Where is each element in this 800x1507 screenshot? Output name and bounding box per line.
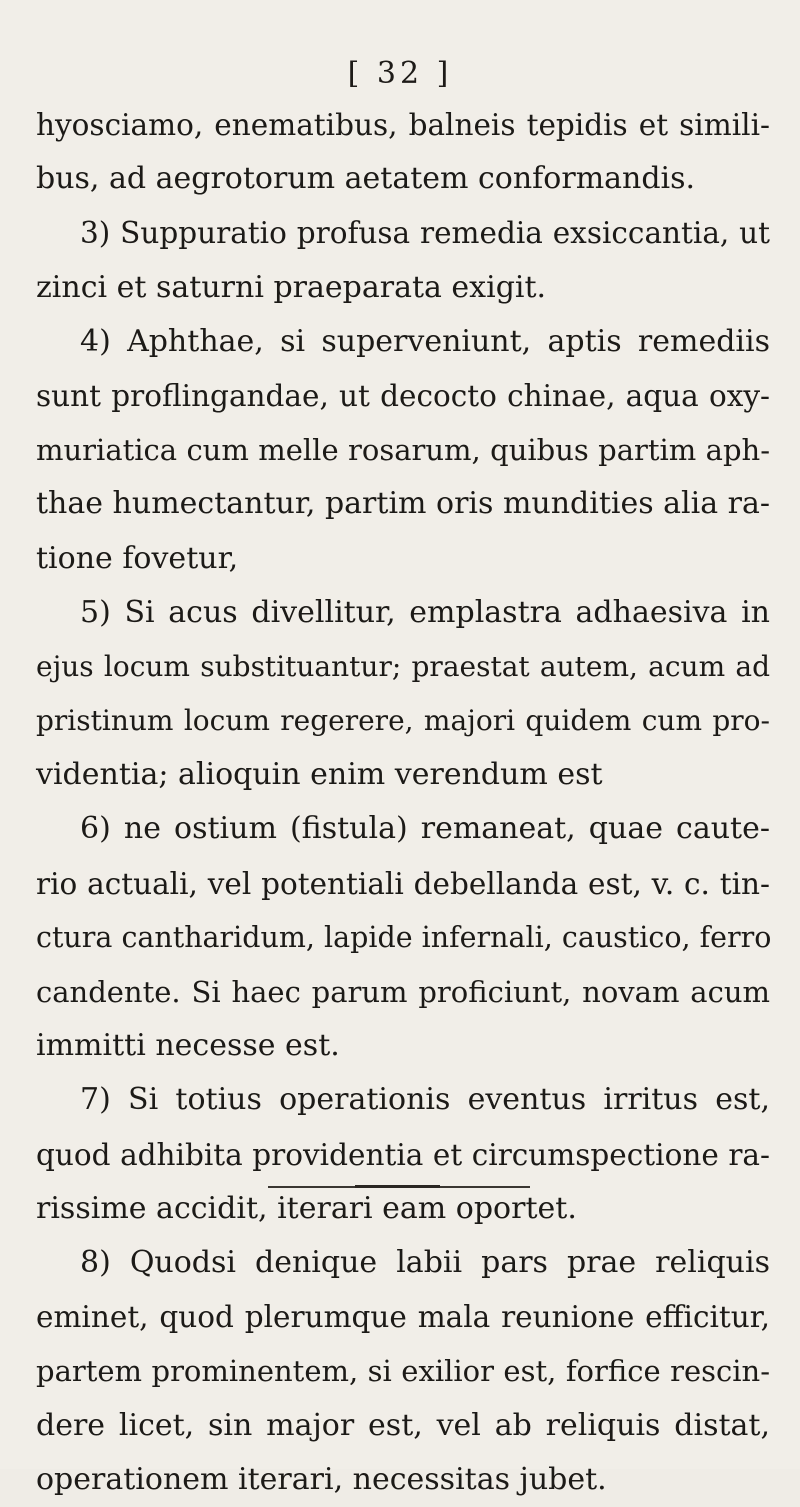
- text-line: candente. Si haec parum proficiunt, novam acum: [36, 975, 770, 1009]
- text-line: muriatica cum melle rosarum, quibus partim aph-: [36, 433, 770, 468]
- text-line: rissime accidit, iterari eam oportet.: [36, 1190, 577, 1226]
- end-rule-accent: [355, 1185, 440, 1188]
- text-line: tione fovetur,: [36, 540, 239, 576]
- text-line: 7) Si totius operationis eventus irritus est,: [80, 1082, 770, 1118]
- text-line: sunt proflingandae, ut decocto chinae, aqua oxy-: [36, 378, 770, 413]
- body-text: [36, 98, 770, 1507]
- text-line: operationem iterari, necessitas jubet.: [36, 1461, 607, 1497]
- text-line: eminet, quod plerumque mala reunione efficitur,: [36, 1300, 770, 1335]
- text-line: rio actuali, vel potentiali debellanda est, v. c. tin-: [36, 866, 770, 901]
- text-line: 5) Si acus divellitur, emplastra adhaesiva in: [80, 594, 770, 630]
- text-line: zinci et saturni praeparata exigit.: [36, 269, 547, 305]
- text-line: hyosciamo, enematibus, balneis tepidis et simili-: [36, 108, 770, 142]
- text-line: immitti necesse est.: [36, 1028, 340, 1064]
- text-line: 4) Aphthae, si superveniunt, aptis remediis: [80, 323, 770, 359]
- text-line: ctura cantharidum, lapide infernali, caustico, ferro: [36, 920, 772, 954]
- text-line: bus, ad aegrotorum aetatem conformandis.: [36, 161, 696, 197]
- text-line: ejus locum substituantur; praestat autem, acum ad: [36, 649, 770, 683]
- text-line: partem prominentem, si exilior est, forfice rescin-: [36, 1354, 770, 1389]
- page-number: [ 32 ]: [347, 56, 453, 91]
- text-line: thae humectantur, partim oris mundities alia ra-: [36, 486, 771, 522]
- text-line: 3) Suppuratio profusa remedia exsiccantia, ut: [80, 216, 770, 251]
- text-line: videntia; alioquin enim verendum est: [36, 757, 603, 793]
- text-line: pristinum locum regerere, majori quidem cum pro-: [36, 704, 770, 738]
- text-line: quod adhibita providentia et circumspectione ra-: [36, 1137, 770, 1172]
- text-line: 6) ne ostium (fistula) remaneat, quae caute-: [80, 811, 770, 847]
- text-line: 8) Quodsi denique labii pars prae reliquis: [80, 1244, 770, 1280]
- text-line: dere licet, sin major est, vel ab reliquis distat,: [36, 1407, 770, 1443]
